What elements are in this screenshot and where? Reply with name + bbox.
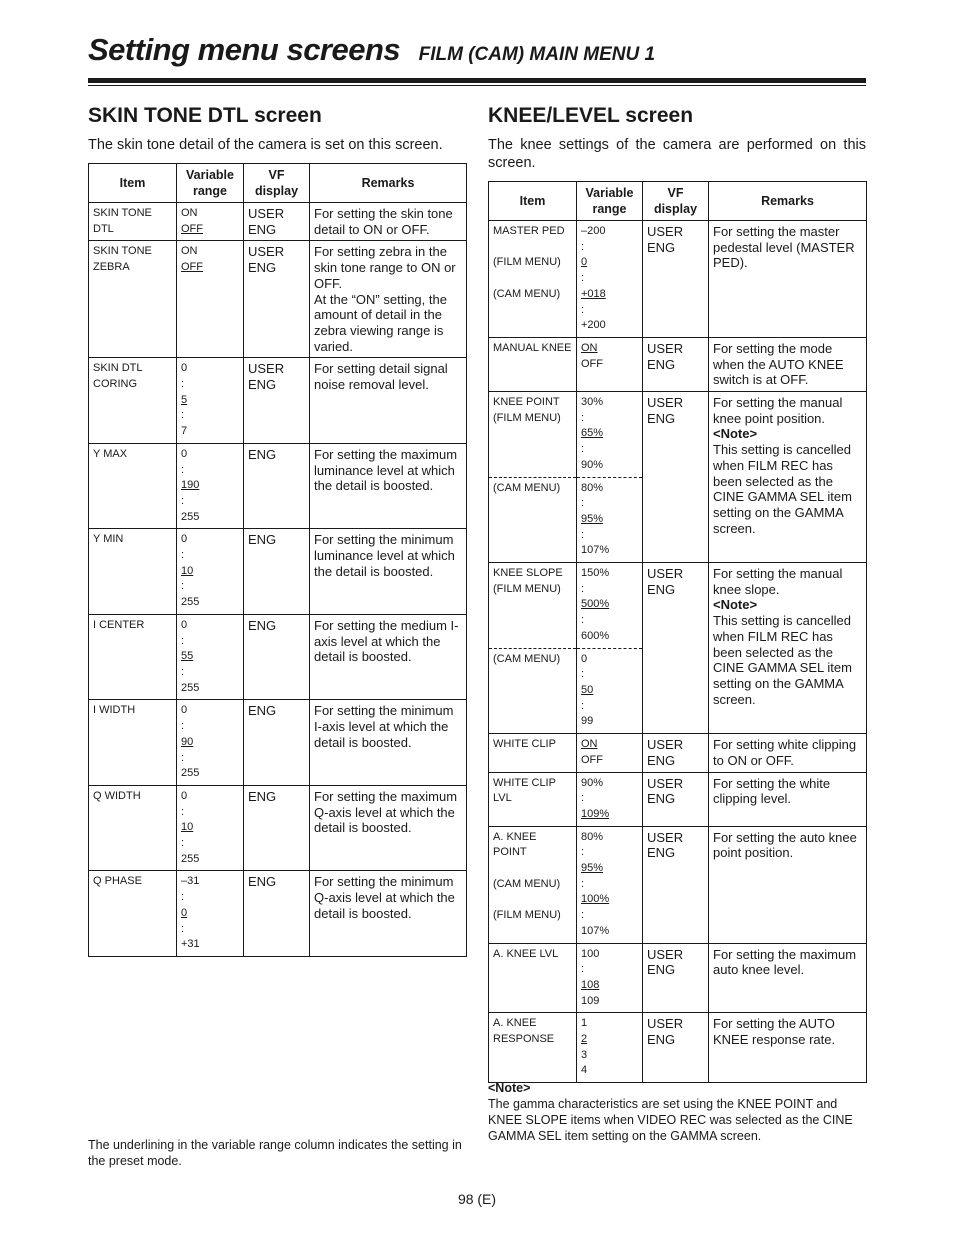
range-value: 0 xyxy=(581,652,588,665)
range-value: 3 xyxy=(581,1048,588,1061)
range-value: : xyxy=(581,909,585,922)
preset-value: 90 xyxy=(181,735,194,748)
item-line: MASTER PED xyxy=(493,225,565,237)
vf-cell: USER ENG xyxy=(244,358,310,444)
item-line xyxy=(493,240,572,256)
remarks-cell xyxy=(310,700,467,786)
item-cell xyxy=(89,614,177,700)
range-value: OFF xyxy=(581,753,603,766)
range-value: 255 xyxy=(181,510,200,523)
preset-value: 10 xyxy=(181,564,194,577)
item-cell xyxy=(489,563,577,649)
range-value: : xyxy=(181,634,185,647)
remarks-line: For setting zebra in the skin tone range to ON or OFF. xyxy=(314,244,456,291)
range-value: : xyxy=(581,846,585,859)
range-cell xyxy=(577,477,643,563)
preset-value: 2 xyxy=(581,1033,588,1046)
preset-value: 500% xyxy=(581,598,610,611)
range-value: : xyxy=(581,699,585,712)
item-line: (CAM MENU) xyxy=(493,877,561,890)
remarks-line: For setting the minimum Q-axis level at which the detail is boosted. xyxy=(314,874,455,921)
table-header-row xyxy=(489,182,867,221)
range-value: : xyxy=(181,580,185,593)
item-cell xyxy=(489,221,577,338)
item-line: I CENTER xyxy=(93,618,145,631)
preset-value: 10 xyxy=(181,821,194,834)
skin-tone-table xyxy=(88,163,467,957)
item-line: SKIN TONE DTL xyxy=(93,207,152,235)
header-item: Item xyxy=(89,164,177,203)
skin-tone-section xyxy=(88,104,466,957)
range-cell xyxy=(177,614,244,700)
range-value: : xyxy=(581,272,585,285)
item-cell xyxy=(489,648,577,734)
item-cell xyxy=(89,358,177,444)
item-line: MANUAL KNEE xyxy=(493,341,572,354)
remarks-line: For setting detail signal noise removal level. xyxy=(314,361,448,393)
preset-value: OFF xyxy=(181,261,203,274)
note-text: This setting is cancelled when FILM REC has been selected as the CINE GAMMA SEL item setting on the GAMMA screen. xyxy=(713,442,852,536)
remarks-cell xyxy=(310,871,467,957)
range-value: ON xyxy=(181,207,198,219)
range-value: 4 xyxy=(581,1064,588,1077)
range-cell xyxy=(177,700,244,786)
header-range: Variable range xyxy=(577,182,643,221)
range-value: 600% xyxy=(581,629,610,642)
page-header xyxy=(88,32,866,68)
header-item: Item xyxy=(489,182,577,221)
vf-cell: ENG xyxy=(244,700,310,786)
range-value: : xyxy=(181,891,185,904)
header-remarks: Remarks xyxy=(310,164,467,203)
item-line: Q WIDTH xyxy=(93,789,141,802)
preset-value: 55 xyxy=(181,650,194,663)
range-value: : xyxy=(581,497,585,510)
item-line: RESPONSE xyxy=(493,1033,555,1046)
knee-level-table xyxy=(488,181,867,1083)
remarks-line: For setting the minimum I-axis level at which the detail is boosted. xyxy=(314,703,454,750)
knee-note xyxy=(488,1080,866,1144)
range-value: : xyxy=(181,378,185,391)
item-line xyxy=(493,892,572,908)
item-cell xyxy=(89,443,177,529)
range-value: : xyxy=(581,668,585,681)
preset-value: 0 xyxy=(581,256,588,269)
remarks-cell: For setting white clipping to ON or OFF. xyxy=(709,734,867,772)
remarks-cell xyxy=(310,241,467,358)
note-label: <Note> xyxy=(488,1081,531,1095)
range-value: 80% xyxy=(581,481,604,494)
header-remarks: Remarks xyxy=(709,182,867,221)
item-cell xyxy=(489,337,577,391)
range-value: 255 xyxy=(181,852,200,865)
range-value: : xyxy=(581,303,585,316)
vf-cell: USER ENG xyxy=(643,1013,709,1083)
row-a-knee-lvl xyxy=(489,943,867,1013)
remarks-cell xyxy=(310,203,467,241)
header-vf: VF display xyxy=(244,164,310,203)
table-header-row xyxy=(89,164,467,203)
range-value: : xyxy=(581,443,585,456)
range-value: : xyxy=(581,792,585,805)
range-value: : xyxy=(181,805,185,818)
range-value: 0 xyxy=(181,533,188,546)
vf-cell: ENG xyxy=(244,785,310,871)
range-value: : xyxy=(181,549,185,562)
range-value: : xyxy=(181,494,185,507)
preset-value: 65% xyxy=(581,427,604,440)
remarks-cell: For setting the master pedestal level (MASTER PED). xyxy=(709,221,867,338)
item-cell xyxy=(89,203,177,241)
preset-value: OFF xyxy=(181,222,203,235)
remarks-cell xyxy=(709,392,867,563)
remarks-cell xyxy=(310,358,467,444)
skin-tone-title: SKIN TONE DTL screen xyxy=(88,104,322,127)
remarks-cell xyxy=(310,529,467,615)
item-cell xyxy=(489,943,577,1013)
range-value: –31 xyxy=(181,875,200,888)
preset-value: ON xyxy=(581,738,598,751)
item-line: KNEE SLOPE xyxy=(493,567,563,580)
range-value: 0 xyxy=(181,618,188,631)
remarks-cell: For setting the white clipping level. xyxy=(709,772,867,826)
vf-cell: USER ENG xyxy=(643,826,709,943)
range-value: 80% xyxy=(581,830,604,843)
table-row xyxy=(89,443,467,529)
range-value: 107% xyxy=(581,544,610,557)
item-line: (FILM MENU) xyxy=(493,909,561,922)
item-line: CORING xyxy=(93,378,137,391)
item-cell xyxy=(89,785,177,871)
knee-level-section xyxy=(488,104,866,1083)
remarks-line: At the “ON” setting, the amount of detail in the zebra viewing range is varied. xyxy=(314,291,447,354)
row-a-knee-point xyxy=(489,826,867,943)
remarks-cell xyxy=(709,563,867,734)
range-cell xyxy=(577,772,643,826)
item-cell xyxy=(89,241,177,358)
item-line: A. KNEE xyxy=(493,1017,537,1030)
vf-cell: USER ENG xyxy=(643,943,709,1013)
range-value: : xyxy=(181,409,185,422)
row-white-clip xyxy=(489,734,867,772)
item-line: WHITE CLIP xyxy=(493,738,556,751)
header-range: Variable range xyxy=(177,164,244,203)
range-value: 0 xyxy=(181,789,188,802)
range-value: : xyxy=(181,922,185,935)
item-line: ZEBRA xyxy=(93,261,130,274)
note-text: The gamma characteristics are set using the KNEE POINT and KNEE SLOPE items when VIDEO REC was selected as the CINE GAMMA SEL item setting on the GAMMA screen. xyxy=(488,1097,853,1143)
remarks-lead: For setting the manual knee slope. xyxy=(713,566,843,597)
range-value: 90% xyxy=(581,458,604,471)
remarks-cell xyxy=(310,614,467,700)
item-line: A. KNEE POINT xyxy=(493,830,537,859)
preset-value: +018 xyxy=(581,287,606,300)
range-value: 255 xyxy=(181,681,200,694)
range-value: 7 xyxy=(181,425,188,438)
range-cell xyxy=(177,529,244,615)
remarks-line: For setting the skin tone detail to ON or OFF. xyxy=(314,206,453,237)
range-value: 1 xyxy=(581,1017,588,1030)
note-label: <Note> xyxy=(713,426,758,442)
preset-value: 5 xyxy=(181,393,188,406)
range-cell xyxy=(177,203,244,241)
item-line: I WIDTH xyxy=(93,704,136,717)
item-line: SKIN TONE xyxy=(93,245,152,258)
vf-cell: USER ENG xyxy=(643,772,709,826)
preset-footnote: The underlining in the variable range column indicates the setting in the preset mode. xyxy=(88,1138,462,1168)
range-value: : xyxy=(181,720,185,733)
range-cell xyxy=(577,826,643,943)
vf-cell: USER ENG xyxy=(643,392,709,563)
preset-value: 95% xyxy=(581,512,604,525)
vf-cell: ENG xyxy=(244,529,310,615)
range-value: : xyxy=(181,463,185,476)
remarks-cell xyxy=(310,443,467,529)
preset-value: 95% xyxy=(581,862,604,875)
page-number: 98 (E) xyxy=(457,1191,497,1207)
page-subtitle: FILM (CAM) MAIN MENU 1 xyxy=(418,44,656,65)
vf-cell: USER ENG xyxy=(244,241,310,358)
vf-cell: USER ENG xyxy=(643,563,709,734)
range-cell xyxy=(577,1013,643,1083)
preset-value: 190 xyxy=(181,479,200,492)
range-value: 90% xyxy=(581,776,604,789)
range-value: : xyxy=(181,665,185,678)
range-value: 150% xyxy=(581,567,610,580)
range-cell xyxy=(577,648,643,734)
remarks-lead: For setting the manual knee point position. xyxy=(713,395,843,426)
item-line: (CAM MENU) xyxy=(493,481,561,494)
vf-cell: USER ENG xyxy=(643,221,709,338)
item-line: (CAM MENU) xyxy=(493,287,561,300)
range-value: : xyxy=(181,751,185,764)
range-cell xyxy=(577,563,643,649)
range-value: 109 xyxy=(581,994,600,1007)
range-value: 255 xyxy=(181,767,200,780)
table-row xyxy=(89,529,467,615)
range-value: : xyxy=(581,411,585,424)
vf-cell: ENG xyxy=(244,871,310,957)
preset-value: 0 xyxy=(181,906,188,919)
range-cell xyxy=(577,943,643,1013)
knee-level-rows xyxy=(489,221,867,1083)
range-value: ON xyxy=(181,245,198,258)
remarks-line: For setting the medium I-axis level at which the detail is boosted. xyxy=(314,617,459,665)
range-value: : xyxy=(581,614,585,627)
row-knee-slope-film xyxy=(489,563,867,649)
item-line: Y MAX xyxy=(93,447,128,460)
item-cell xyxy=(489,772,577,826)
range-cell xyxy=(177,241,244,358)
range-value: : xyxy=(181,837,185,850)
item-line xyxy=(493,271,572,287)
table-row xyxy=(89,871,467,957)
item-cell xyxy=(489,826,577,943)
row-knee-point-film xyxy=(489,392,867,478)
range-value: 30% xyxy=(581,396,604,409)
item-line: (CAM MENU) xyxy=(493,652,561,665)
item-cell xyxy=(89,529,177,615)
range-cell xyxy=(177,871,244,957)
remarks-line: For setting the maximum Q-axis level at which the detail is boosted. xyxy=(314,788,458,836)
item-line xyxy=(493,861,572,877)
vf-cell: ENG xyxy=(244,443,310,529)
row-master-ped xyxy=(489,221,867,338)
item-cell xyxy=(489,392,577,478)
skin-tone-rows xyxy=(89,203,467,957)
remarks-cell xyxy=(310,785,467,871)
remarks-cell: For setting the AUTO KNEE response rate. xyxy=(709,1013,867,1083)
range-value: : xyxy=(581,528,585,541)
range-value: : xyxy=(581,582,585,595)
remarks-cell: For setting the auto knee point position. xyxy=(709,826,867,943)
range-value: 0 xyxy=(181,447,188,460)
preset-value: 50 xyxy=(581,683,594,696)
row-white-clip-lvl xyxy=(489,772,867,826)
item-line: SKIN DTL xyxy=(93,362,143,375)
remarks-line: For setting the minimum luminance level at which the detail is boosted. xyxy=(314,532,455,579)
header-rule-thick xyxy=(88,78,866,83)
item-line: WHITE CLIP LVL xyxy=(493,776,556,805)
range-value: 255 xyxy=(181,596,200,609)
range-value: 0 xyxy=(181,704,188,717)
remarks-line: For setting the maximum luminance level at which the detail is boosted. xyxy=(314,446,458,494)
item-line: A. KNEE LVL xyxy=(493,947,559,960)
page-title: Setting menu screens xyxy=(88,32,401,67)
remarks-cell: For setting the mode when the AUTO KNEE switch is at OFF. xyxy=(709,337,867,391)
item-line: KNEE POINT xyxy=(493,396,560,409)
item-line: Y MIN xyxy=(93,533,124,546)
vf-cell: USER ENG xyxy=(643,734,709,772)
item-line: Q PHASE xyxy=(93,875,142,888)
note-label: <Note> xyxy=(713,597,758,613)
skin-tone-intro: The skin tone detail of the camera is set on this screen. xyxy=(88,137,443,153)
range-value: OFF xyxy=(581,357,603,370)
table-row xyxy=(89,614,467,700)
vf-cell: USER ENG xyxy=(643,337,709,391)
header-rule-thin xyxy=(88,85,866,86)
range-value: +200 xyxy=(581,319,606,332)
item-cell xyxy=(489,1013,577,1083)
item-cell xyxy=(89,700,177,786)
knee-level-title: KNEE/LEVEL screen xyxy=(488,104,694,127)
vf-cell: USER ENG xyxy=(244,203,310,241)
preset-value: 100% xyxy=(581,893,610,906)
range-cell xyxy=(177,443,244,529)
range-value: –200 xyxy=(581,225,606,237)
note-text: This setting is cancelled when FILM REC has been selected as the CINE GAMMA SEL item setting on the GAMMA screen. xyxy=(713,613,852,707)
table-row xyxy=(89,358,467,444)
remarks-cell: For setting the maximum auto knee level. xyxy=(709,943,867,1013)
item-line: (FILM MENU) xyxy=(493,582,561,595)
table-row xyxy=(89,700,467,786)
item-cell xyxy=(89,871,177,957)
item-cell xyxy=(489,477,577,563)
header-vf: VF display xyxy=(643,182,709,221)
vf-cell: ENG xyxy=(244,614,310,700)
range-cell xyxy=(177,785,244,871)
range-cell xyxy=(577,734,643,772)
range-cell xyxy=(577,392,643,478)
range-value: 0 xyxy=(181,362,188,375)
row-manual-knee xyxy=(489,337,867,391)
range-cell xyxy=(177,358,244,444)
item-line: (FILM MENU) xyxy=(493,256,561,269)
range-value: : xyxy=(581,877,585,890)
range-cell xyxy=(577,337,643,391)
preset-value: 108 xyxy=(581,978,600,991)
range-value: 99 xyxy=(581,715,594,728)
range-value: 107% xyxy=(581,924,610,937)
table-row xyxy=(89,203,467,241)
preset-value: 109% xyxy=(581,807,610,820)
knee-level-intro: The knee settings of the camera are performed on this screen. xyxy=(488,137,866,171)
range-value: 100 xyxy=(581,947,600,960)
table-row xyxy=(89,241,467,358)
range-value: +31 xyxy=(181,938,200,951)
range-cell xyxy=(577,221,643,338)
item-cell xyxy=(489,734,577,772)
preset-value: ON xyxy=(581,341,598,354)
item-line: (FILM MENU) xyxy=(493,411,561,424)
range-value: : xyxy=(581,240,585,253)
range-value: : xyxy=(581,963,585,976)
row-a-knee-response xyxy=(489,1013,867,1083)
table-row xyxy=(89,785,467,871)
